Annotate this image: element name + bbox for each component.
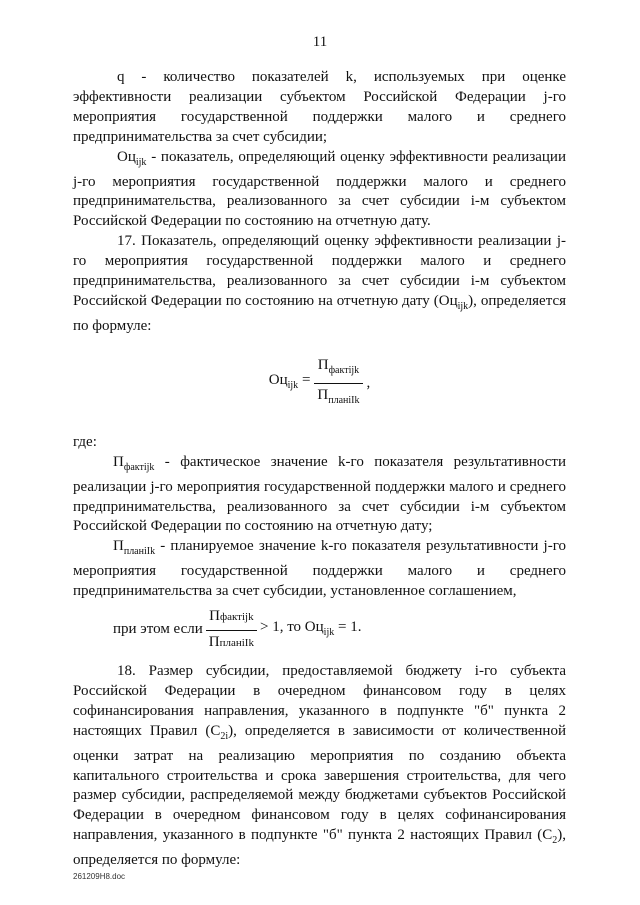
- condition-den-subscript: планiIk: [219, 636, 254, 649]
- fact-subscript: фактijk: [123, 461, 155, 473]
- paragraph-oc-definition: [73, 148, 566, 233]
- paragraph-18-subscript-2: 2: [552, 835, 558, 847]
- paragraph-17: [73, 232, 566, 337]
- paragraph-17-text: 17. Показатель, определяющий оценку эффективности реализации j-го мероприятия государственной поддержки малого и среднего предпринимательства, реализованного за счет субсидии i-м субъектом Российской Федерации по состоянию на отчетную дату (Оц: [73, 233, 566, 309]
- fact-definition-text: - фактическое значение k-го показателя результативности реализации j-го мероприятия государственной поддержки малого и среднего предпринимательства, реализованного за счет субсидии i-м субъектом Российской Федерации по состоянию на отчетную дату;: [73, 453, 566, 535]
- formula-num-symbol: П: [317, 357, 329, 374]
- paragraph-18-part-a: 18. Размер субсидии, предоставляемой бюджету i-го субъекта Российской Федерации в очередном финансовом году в целях софинансирования направления, указанного в подпункте "б" пункта 2 настоящих Правил (С: [73, 663, 566, 739]
- condition-numerator: [206, 607, 256, 630]
- formula-num-subscript: фактijk: [328, 365, 360, 377]
- condition-mid-subscript: ijk: [323, 626, 335, 638]
- oc-symbol: Оц: [117, 148, 136, 165]
- where-label: где:: [73, 433, 97, 450]
- paragraph-18-part-b: ), определяется в зависимости от количественной оценки затрат на реализацию мероприятия по созданию объекта капитального строительства и срока завершения строительства, для чего размер субсидии, распределяемой между бюджетами субъектов Российской Федерации в очередном финансовом году в целях софинансирования направления, указанного в подпункте "б" пункта 2 настоящих Правил (С: [73, 722, 566, 844]
- paragraph-17-end: ), определяется по формуле:: [73, 292, 566, 334]
- condition-num-symbol: П: [209, 607, 220, 624]
- paragraph-18-part-c: ), определяется по формуле:: [73, 827, 566, 869]
- condition-formula: [73, 608, 566, 652]
- paragraph-18-subscript-1: 2i: [220, 730, 229, 742]
- plan-subscript: планiIk: [123, 546, 156, 558]
- condition-denominator: [206, 630, 257, 654]
- formula-denominator: [314, 383, 362, 411]
- fact-symbol: П: [113, 453, 124, 470]
- page-number: 11: [312, 34, 328, 50]
- condition-mid: > 1, то Оц: [259, 618, 324, 635]
- main-formula: [73, 355, 566, 413]
- definition-fact: [73, 453, 566, 538]
- oc-definition-text: - показатель, определяющий оценку эффективности реализации j-го мероприятия государственной поддержки малого и среднего предпринимательства, реализованного за счет субсидии i-м субъектом Российской Федерации по состоянию на отчетную дату.: [73, 148, 566, 230]
- condition-prefix: при этом если: [113, 621, 203, 638]
- formula-lhs: [269, 371, 311, 396]
- condition-den-symbol: П: [208, 633, 220, 650]
- formula-den-symbol: П: [317, 387, 329, 404]
- condition-num-subscript: фактijk: [219, 610, 254, 623]
- formula-den-subscript: планiIk: [328, 395, 360, 407]
- paragraph-18: [73, 662, 566, 871]
- footer-filename: 261209Н8.doc: [73, 872, 126, 881]
- plan-symbol: П: [113, 538, 124, 555]
- plan-definition-text: - планируемое значение k-го показателя результативности j-го мероприятия государственной поддержки малого и среднего предпринимательства за счет субсидии, установленное соглашением,: [73, 538, 566, 600]
- condition-end: = 1.: [334, 618, 362, 635]
- paragraph-q: q - количество показателей k, используемых при оценке эффективности реализации субъектом Российской Федерации j-го мероприятия государственной поддержки малого и среднего предпринимательства за счет субсидии;: [73, 69, 566, 145]
- condition-fraction: [206, 607, 257, 654]
- formula-numerator: [315, 356, 362, 383]
- document-body: [73, 68, 566, 871]
- formula-lhs-subscript: ijk: [287, 380, 299, 392]
- oc-subscript: ijk: [135, 156, 147, 168]
- formula-trailing-comma: ,: [366, 374, 371, 391]
- paragraph-17-subscript: ijk: [457, 300, 469, 312]
- formula-lhs-symbol: Оц: [268, 372, 288, 389]
- formula-equals: =: [298, 372, 311, 389]
- condition-result: [260, 618, 361, 643]
- formula-fraction: [314, 356, 362, 411]
- definition-plan: [73, 537, 566, 602]
